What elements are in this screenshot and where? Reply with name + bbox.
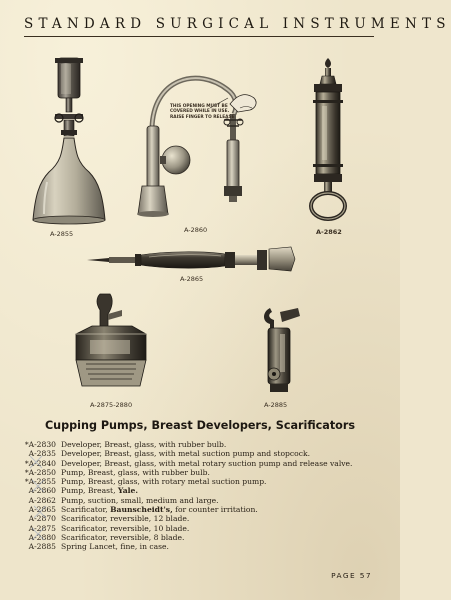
product-description-text: Scarificator, — [61, 505, 111, 515]
product-description-after: for counter irritation. — [172, 505, 258, 515]
product-code: A-2865 — [28, 505, 56, 515]
product-description: Pump, suction, small, medium and large. — [61, 495, 219, 505]
product-row — [12, 486, 392, 495]
product-description — [61, 505, 258, 514]
page-number: PAGE 57 — [331, 571, 372, 580]
figure-reversible-scarificator — [70, 290, 152, 400]
product-description-bold: Baunscheidt's, — [110, 505, 173, 515]
product-description: Pump, Breast, glass, with rotary metal suction pump. — [61, 477, 267, 487]
product-row — [12, 459, 392, 468]
product-row — [12, 440, 392, 449]
product-code: *A-2830 — [24, 440, 56, 449]
product-row — [12, 542, 392, 551]
product-code: A-2860 — [28, 486, 56, 496]
product-description: Scarificator, reversible, 8 blade. — [61, 532, 185, 542]
section-title: Cupping Pumps, Breast Developers, Scarificators — [44, 419, 356, 432]
product-description: Spring Lancet, fine, in case. — [61, 542, 169, 552]
product-code: A-2880 — [28, 532, 56, 542]
product-description: Pump, Breast, glass, with rubber bulb. — [61, 467, 210, 477]
product-row — [12, 524, 392, 533]
product-code: *A-2850 — [24, 467, 56, 477]
product-code: A-2885 — [28, 542, 56, 552]
product-code: A-2862 — [28, 495, 56, 505]
product-description: Scarificator, reversible, 10 blade. — [61, 523, 190, 533]
caption-a2885: A-2885 — [264, 401, 288, 409]
product-code: A-2835 — [28, 449, 56, 459]
product-row — [12, 505, 392, 514]
product-description: Developer, Breast, glass, with metal rotary suction pump and release valve. — [61, 458, 353, 468]
product-row — [12, 533, 392, 542]
figure-suction-pump-syringe — [300, 56, 360, 226]
product-code: *A-2855 — [24, 477, 56, 487]
product-description: Developer, Breast, glass, with metal suction pump and stopcock. — [61, 449, 310, 459]
product-code: A-2870 — [28, 514, 56, 524]
product-row — [12, 514, 392, 523]
product-row — [12, 496, 392, 505]
product-description: Scarificator, reversible, 12 blade. — [61, 514, 190, 524]
caption-a2865: A-2865 — [180, 275, 204, 283]
caption-a2860: A-2860 — [184, 226, 208, 234]
product-row — [12, 477, 392, 486]
product-description-text: Pump, Breast, — [61, 486, 118, 496]
caption-a2862: A-2862 — [316, 228, 342, 236]
product-row — [12, 449, 392, 458]
figure-yale-breast-pump — [128, 68, 268, 218]
product-code: *A-2840 — [24, 458, 56, 468]
figure-breast-pump-bell — [25, 52, 115, 227]
figure-baunscheidt-scarificator — [85, 246, 300, 272]
caption-a2875-2880: A-2875-2880 — [90, 401, 133, 409]
figure-spring-lancet — [254, 306, 306, 398]
product-code: A-2875 — [28, 523, 56, 533]
product-description — [61, 486, 138, 495]
product-list — [12, 440, 392, 552]
product-description: Developer, Breast, glass, with rubber bulb. — [61, 440, 227, 449]
caption-a2855: A-2855 — [50, 230, 74, 238]
product-description-bold: Yale. — [117, 486, 139, 496]
product-row — [12, 468, 392, 477]
header-rule — [24, 36, 374, 37]
callout-note: THIS OPENING MUST BE COVERED WHILE IN USE. RAISE FINGER TO RELEASE — [170, 104, 235, 120]
page-header-title: STANDARD SURGICAL INSTRUMENTS — [24, 16, 451, 32]
